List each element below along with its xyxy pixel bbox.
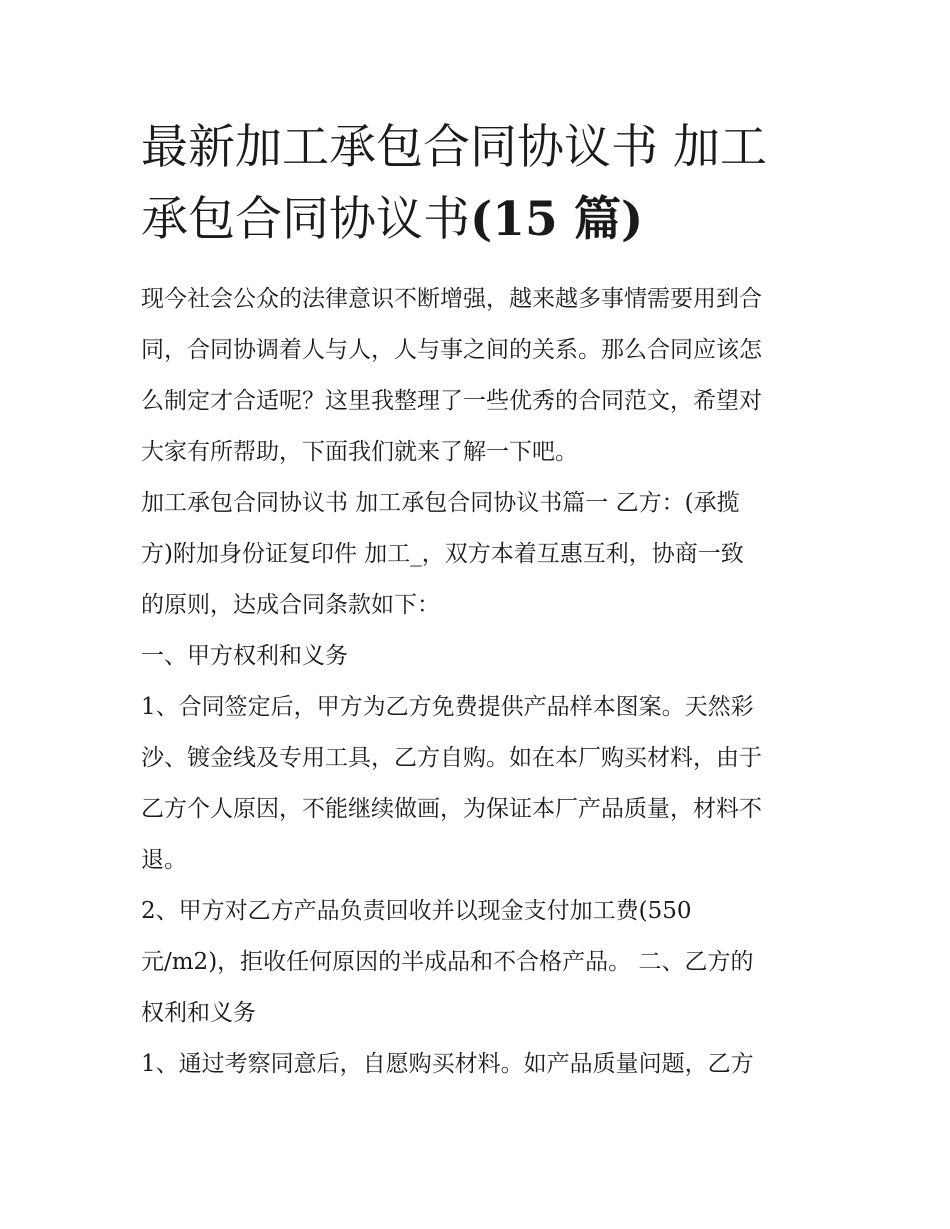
- document-title: [141, 112, 813, 256]
- intro-paragraph: 现今社会公众的法律意识不断增强，越来越多事情需要用到合 同，合同协调着人与人，人与事之间的关系。那么合同应该怎 么制定才合适呢？这里我整理了一些优秀的合同范文，希望对 大家有所帮助，下面我们就来了解一下吧。: [141, 286, 762, 465]
- clause-a2: 2、甲方对乙方产品负责回收并以现金支付加工费(550 元/m2)，拒收任何原因的半成品和不合格产品。 二、乙方的 权利和义务: [141, 898, 754, 1026]
- contract-preamble: 加工承包合同协议书 加工承包合同协议书篇一 乙方：(承揽 方)附加身份证复印件 加工_，双方本着互惠互利，协商一致 的原则，达成合同条款如下：: [141, 490, 744, 618]
- clause-a1: 1、合同签定后，甲方为乙方免费提供产品样本图案。天然彩 沙、镀金线及专用工具，乙方自购。如在本厂购买材料，由于 乙方个人原因，不能继续做画，为保证本厂产品质量，材料不 退。: [141, 694, 762, 873]
- clause-b1: 1、通过考察同意后，自愿购买材料。如产品质量问题，乙方: [141, 1051, 754, 1077]
- title-line-1: 最新加工承包合同协议书 加工: [141, 120, 767, 175]
- document-page: [141, 112, 813, 1090]
- title-count: (15 篇): [470, 192, 644, 247]
- section-heading-party-a: 一、甲方权利和义务: [141, 643, 348, 669]
- title-line-2: 承包合同协议书: [141, 192, 470, 247]
